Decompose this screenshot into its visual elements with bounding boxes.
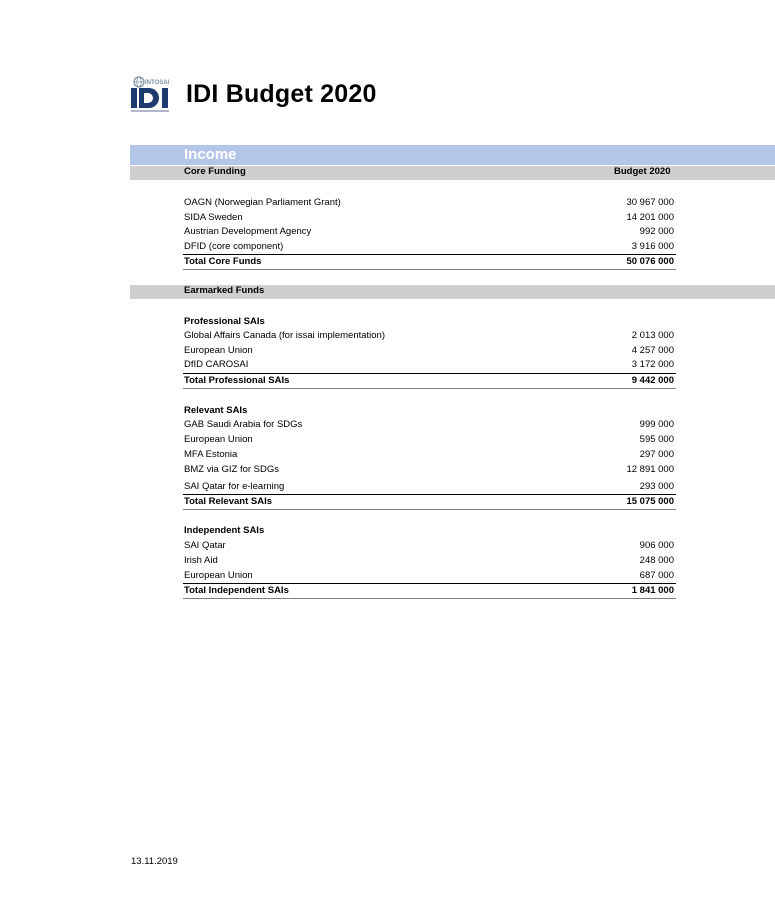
table-row: SAI Qatar 906 000 <box>184 540 674 551</box>
total-row: Total Professional SAIs 9 442 000 <box>183 373 676 389</box>
table-row: European Union 4 257 000 <box>184 345 674 356</box>
total-row: Total Relevant SAIs 15 075 000 <box>183 494 676 510</box>
income-label: Income <box>184 146 237 163</box>
total-row: Total Core Funds 50 076 000 <box>183 254 676 270</box>
table-row: DFID (core component) 3 916 000 <box>184 241 674 252</box>
table-row: Irish Aid 248 000 <box>184 555 674 566</box>
table-row: European Union 687 000 <box>184 570 674 581</box>
table-row: MFA Estonia 297 000 <box>184 449 674 460</box>
group-title: Independent SAIs <box>184 525 265 536</box>
svg-text:INTOSAI: INTOSAI <box>145 80 170 86</box>
table-row: BMZ via GIZ for SDGs 12 891 000 <box>184 464 674 475</box>
page-title: IDI Budget 2020 <box>186 80 377 108</box>
table-row: European Union 595 000 <box>184 434 674 445</box>
table-row: Global Affairs Canada (for issai implementation) 2 013 000 <box>184 330 674 341</box>
income-banner <box>130 145 775 165</box>
footer-date: 13.11.2019 <box>131 856 178 867</box>
group-title: Professional SAIs <box>184 316 265 327</box>
table-row: Austrian Development Agency 992 000 <box>184 226 674 237</box>
idi-logo <box>130 76 174 114</box>
table-row: GAB Saudi Arabia for SDGs 999 000 <box>184 419 674 430</box>
budget-column-header: Budget 2020 <box>614 166 671 177</box>
table-row: OAGN (Norwegian Parliament Grant) 30 967 000 <box>184 197 674 208</box>
table-row: DfID CAROSAI 3 172 000 <box>184 359 674 370</box>
earmarked-funds-label: Earmarked Funds <box>184 285 265 296</box>
core-funding-label: Core Funding <box>184 166 246 177</box>
table-row: SAI Qatar for e-learning 293 000 <box>184 481 674 492</box>
core-funding-header <box>130 166 775 180</box>
intosai-globe-icon <box>130 76 174 114</box>
total-row: Total Independent SAIs 1 841 000 <box>183 583 676 599</box>
group-title: Relevant SAIs <box>184 405 248 416</box>
table-row: SIDA Sweden 14 201 000 <box>184 212 674 223</box>
earmarked-funds-header <box>130 285 775 299</box>
